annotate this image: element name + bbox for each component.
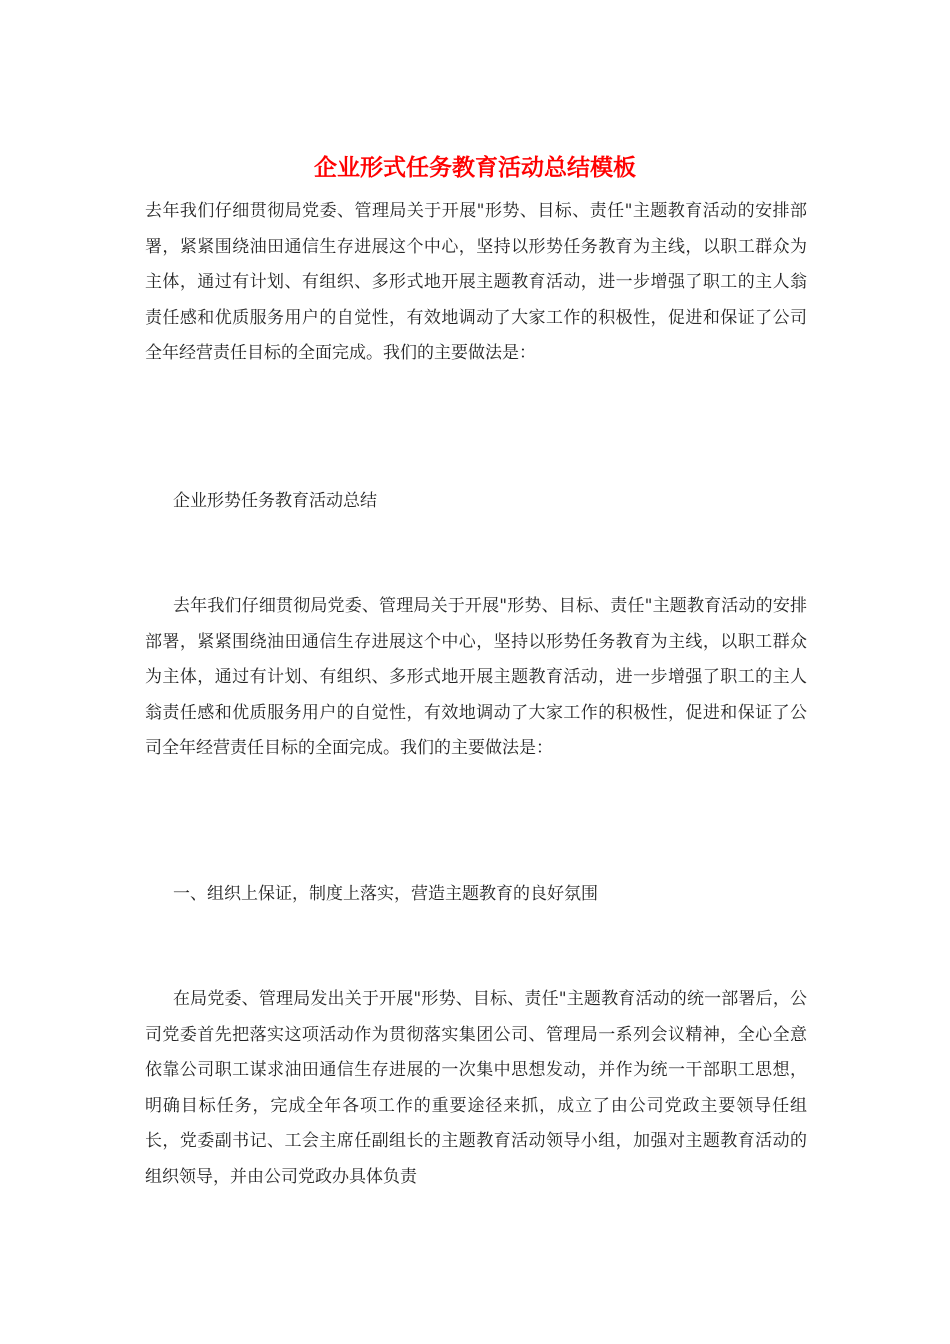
intro-paragraph: 去年我们仔细贯彻局党委、管理局关于开展"形势、目标、责任"主题教育活动的安排部署，紧紧围绕油田通信生存进展这个中心，坚持以形势任务教育为主线，以职工群众为主体，通过有计划、有组织、多形式地开展主题教育活动，进一步增强了职工的主人翁责任感和优质服务用户的自觉性，有效地调动了大家工作的积极性，促进和保证了公司全年经营责任目标的全面完成。我们的主要做法是：	[145, 201, 807, 363]
body-paragraph-1: 去年我们仔细贯彻局党委、管理局关于开展"形势、目标、责任"主题教育活动的安排部署，紧紧围绕油田通信生存进展这个中心，坚持以形势任务教育为主线，以职工群众为主体，通过有计划、有组织、多形式地开展主题教育活动，进一步增强了职工的主人翁责任感和优质服务用户的自觉性，有效地调动了大家工作的积极性，促进和保证了公司全年经营责任目标的全面完成。我们的主要做法是：	[145, 596, 807, 758]
section-heading-1: 一、组织上保证，制度上落实，营造主题教育的良好氛围	[173, 884, 598, 904]
document-title: 企业形式任务教育活动总结模板	[314, 154, 636, 181]
body-paragraph-2: 在局党委、管理局发出关于开展"形势、目标、责任"主题教育活动的统一部署后，公司党委首先把落实这项活动作为贯彻落实集团公司、管理局一系列会议精神，全心全意依靠公司职工谋求油田通信生存进展的一次集中思想发动，并作为统一干部职工思想，明确目标任务，完成全年各项工作的重要途径来抓，成立了由公司党政主要领导任组长，党委副书记、工会主席任副组长的主题教育活动领导小组，加强对主题教育活动的组织领导，并由公司党政办具体负责	[145, 989, 807, 1187]
section-subtitle: 企业形势任务教育活动总结	[173, 491, 377, 511]
